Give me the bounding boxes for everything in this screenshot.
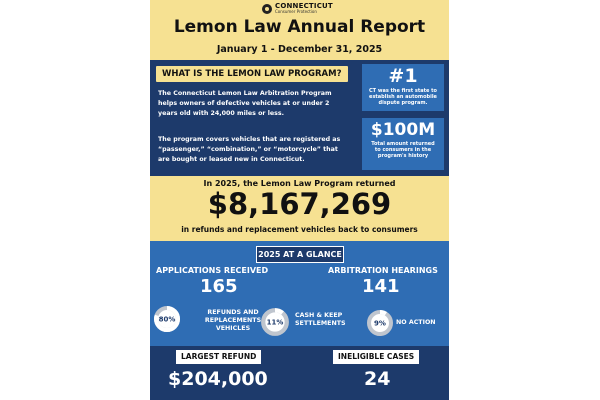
returned-section: [150, 176, 449, 241]
no-action-label: NO ACTION: [396, 319, 436, 326]
report-page: [150, 0, 449, 400]
no-action-percent: 9%: [374, 319, 386, 328]
first-state-stat-text: CT was the first state to establish an automobile dispute program.: [369, 88, 437, 106]
ineligible-cases-label: INELIGIBLE CASES: [333, 350, 419, 364]
refunds-donut: [153, 305, 181, 333]
total-returned-stat-text: Total amount returned to consumers in the program's history: [371, 141, 435, 159]
refunds-percent: 80%: [158, 315, 176, 324]
first-state-stat: [362, 64, 444, 111]
about-paragraph-1: The Connecticut Lemon Law Arbitration Program helps owners of defective vehicles at or under 2 years old with 24,000 miles or less.: [158, 90, 332, 117]
report-header: [150, 0, 449, 60]
largest-refund-label: LARGEST REFUND: [176, 350, 261, 364]
connecticut-logo-icon: [262, 4, 272, 14]
report-date-range: January 1 - December 31, 2025: [216, 44, 383, 55]
logo-main-text: CONNECTICUT: [275, 2, 333, 10]
report-title: Lemon Law Annual Report: [173, 17, 426, 37]
settlements-label: CASH & KEEP SETTLEMENTS: [295, 312, 346, 327]
about-section: [150, 60, 449, 176]
applications-label: APPLICATIONS RECEIVED: [156, 266, 269, 275]
about-heading: WHAT IS THE LEMON LAW PROGRAM?: [156, 66, 348, 82]
applications-value: 165: [200, 276, 238, 297]
total-returned-stat: [362, 118, 444, 170]
total-returned-stat-value: $100M: [370, 120, 436, 140]
dcp-logo: [262, 3, 333, 14]
returned-description: in refunds and replacement vehicles back to consumers: [181, 225, 418, 234]
bottom-stats: [150, 346, 449, 400]
glance-title: 2025 AT A GLANCE: [256, 246, 344, 263]
settlements-donut: [260, 307, 290, 337]
glance-section: [150, 241, 449, 359]
hearings-value: 141: [362, 276, 400, 297]
no-action-donut: [366, 309, 394, 337]
returned-intro: In 2025, the Lemon Law Program returned: [203, 179, 396, 188]
returned-amount: $8,167,269: [207, 187, 392, 221]
refunds-label: REFUNDS AND REPLACEMENTS VEHICLES: [204, 309, 262, 332]
largest-refund-value: $204,000: [168, 368, 268, 390]
logo-sub-text: Consumer Protection: [275, 9, 317, 14]
settlements-percent: 11%: [266, 318, 284, 327]
hearings-label: ARBITRATION HEARINGS: [328, 266, 438, 275]
about-paragraph-2: The program covers vehicles that are registered as “passenger,” “combination,” or “motorcycle” that are bought or leased new in Connecticut.: [158, 136, 341, 163]
first-state-stat-value: #1: [388, 65, 418, 87]
ineligible-cases-value: 24: [364, 368, 391, 390]
